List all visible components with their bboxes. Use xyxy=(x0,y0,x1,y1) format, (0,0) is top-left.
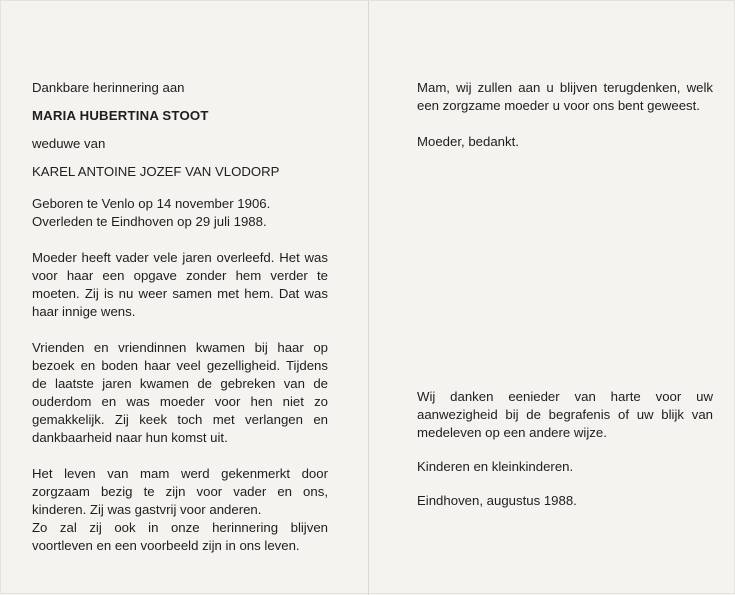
thanks-line: Moeder, bedankt. xyxy=(417,134,519,149)
death-line: Overleden te Eindhoven op 29 juli 1988. xyxy=(32,214,267,229)
right-page xyxy=(417,79,713,510)
right-paragraph-1: Mam, wij zullen aan u blijven terugdenken, welk een zorgzame moeder u voor ons bent geweest. xyxy=(417,80,713,113)
left-page xyxy=(32,79,328,555)
right-paragraph-3: Wij danken eenieder van harte voor uw aanwezigheid bij de begrafenis of uw blijk van medeleven op een andere wijze. xyxy=(417,389,713,440)
signature-line: Kinderen en kleinkinderen. xyxy=(417,459,574,474)
paragraph-2: Vrienden en vriendinnen kwamen bij haar op bezoek en boden haar veel gezelligheid. Tijdens de laatste jaren kwamen de gebreken van de ouderdom en was moeder voor hen niet zo gemakkelijk. Zij keek toch met verlangen en dankbaarheid naar hun komst uit. xyxy=(32,340,328,445)
widow-of-line: weduwe van xyxy=(32,136,106,151)
center-fold xyxy=(368,1,369,595)
paragraph-4: Zo zal zij ook in onze herinnering blijven voortleven en een voorbeeld zijn in ons leven. xyxy=(32,520,328,553)
paragraph-1: Moeder heeft vader vele jaren overleefd. Het was voor haar een opgave zonder hem verder te moeten. Zij is nu weer samen met hem. Dat was haar innige wens. xyxy=(32,250,328,319)
birth-line: Geboren te Venlo op 14 november 1906. xyxy=(32,196,271,211)
intro-line: Dankbare herinnering aan xyxy=(32,80,185,95)
husband-name: KAREL ANTOINE JOZEF VAN VLODORP xyxy=(32,164,280,179)
place-date-line: Eindhoven, augustus 1988. xyxy=(417,493,577,508)
paragraph-3: Het leven van mam werd gekenmerkt door zorgzaam bezig te zijn voor vader en ons, kinderen. Zij was gastvrij voor anderen. xyxy=(32,466,328,517)
deceased-name: MARIA HUBERTINA STOOT xyxy=(32,108,209,123)
